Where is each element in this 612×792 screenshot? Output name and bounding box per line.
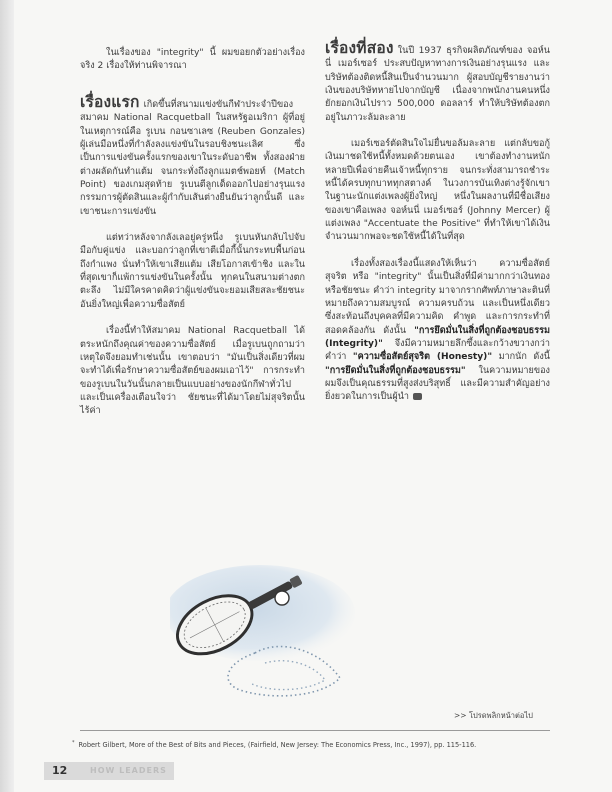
honesty-definition: "ความซื่อสัตย์สุจริต (Honesty)" xyxy=(352,352,493,363)
integrity-definition: "การยึดมั่นในสิ่งที่ถูกต้องชอบธรรม (Integrity)" xyxy=(325,325,550,349)
footnote: * Robert Gilbert, More of the Best of Bits and Pieces, (Fairfield, New Jersey: The Economics Press, Inc., 1997), pp. 115-116. xyxy=(72,740,477,750)
story1-heading: เรื่องแรก xyxy=(80,93,140,111)
story2-paragraph-3: เรื่องทั้งสองเรื่องนี้แสดงให้เห็นว่า ความซื่อสัตย์สุจริต หรือ "integrity" นั้นเป็นสิ่งที่มีค่ามากกว่าเงินทองหรือชัยชนะ คำว่า integrity มาจากรากศัพท์ภาษาละตินที่หมายถึงความสมบูรณ์ ความครบถ้วน และเป็นหนึ่งเดียว ซึ่งสะท้อนถึงบุคคลที่มีความคิด คำพูด และการกระทำที่สอดคล้องกัน ดังนั้น "การยึดมั่นในสิ่งที่ถูกต้องชอบธรรม (Integrity)" จึงมีความหมายลึกซึ้งและกว้างขวางกว่าคำว่า "ความซื่อสัตย์สุจริต (Honesty)" มากนัก ดังนี้ "การยึดมั่นในสิ่งที่ถูกต้องชอบธรรม" ในความหมายของผมจึงเป็นคุณธรรมที่สูงส่งบริสุทธิ์ และมีความสำคัญอย่างยิ่งยวดในการเป็นผู้นำ xyxy=(325,258,550,403)
story2-paragraph-2: เมอร์เซอร์ตัดสินใจไม่ยื่นขอล้มละลาย แต่กลับขอกู้เงินมาชดใช้หนี้ทั้งหมดด้วยตนเอง เขาต้องทำงานหนักหลายปีเพื่อจ่ายคืนเจ้าหนี้ทุกราย จนกระทั่งสามารถชำระหนี้ได้ครบทุกบาททุกสตางค์ ในวงการบันเทิงต่างรู้จักเขาในฐานะนักแต่งเพลงผู้ยิ่งใหญ่ หนึ่งในผลงานที่มีชื่อเสียงของเขาคือเพลง จอห์นนี่ เมอร์เซอร์ (Johnny Mercer) ผู้แต่งเพลง "Accentuate the Positive" ที่ทำให้เขาได้เงินจำนวนมากพอจะชดใช้หนี้ได้ในที่สุด xyxy=(325,139,550,243)
continue-note: >> โปรดพลิกหน้าต่อไป xyxy=(454,711,533,720)
book-tag: HOW LEADERS xyxy=(90,766,167,775)
footnote-divider xyxy=(80,730,550,731)
integrity-definition-2: "การยึดมั่นในสิ่งที่ถูกต้องชอบธรรม" xyxy=(325,365,466,376)
left-column xyxy=(80,93,305,419)
right-column xyxy=(325,39,550,405)
story1-paragraph-3: เรื่องนี้ทำให้สมาคม National Racquetball ได้ตระหนักถึงคุณค่าของความซื่อสัตย์ เมื่อรูเบนถูกถามว่าเหตุใดจึงยอมทำเช่นนั้น เขาตอบว่า "มันเป็นสิ่งเดียวที่ผมจะทำได้เพื่อรักษาความซื่อสัตย์ของผมเอาไว้" การกระทำของรูเบนในวันนั้นกลายเป็นแบบอย่างของนักกีฬาทั่วไป และเป็นเครื่องเตือนใจว่า ชัยชนะที่ได้มาโดยไม่สุจริตนั้นไร้ค่า xyxy=(80,326,305,417)
footnote-marker: * xyxy=(72,740,75,746)
story1-paragraph-2: แต่ทว่าหลังจากลังเลอยู่ครู่หนึ่ง รูเบนหันกลับไปจับมือกับคู่แข่ง และบอกว่าลูกที่เขาตีเมื่อกี้นั้นกระทบพื้นก่อนถึงกำแพง นั่นทำให้เขาเสียแต้ม เสียโอกาสเข้าชิง และในที่สุดเขาก็แพ้การแข่งขันในครั้งนั้น ทุกคนในสนามต่างตกตะลึง ไม่มีใครคาดคิดว่าผู้แข่งขันจะยอมเสียสละชัยชนะอันยิ่งใหญ่เพื่อความซื่อสัตย์ xyxy=(80,233,305,310)
intro-paragraph: ในเรื่องของ "integrity" นี้ ผมขอยกตัวอย่างเรื่องจริง 2 เรื่องให้ท่านพิจารณา xyxy=(80,48,305,72)
scan-shadow xyxy=(0,0,14,792)
end-mark-icon xyxy=(413,393,422,400)
story1-paragraph-1: เรื่องแรก เกิดขึ้นที่สนามแข่งขันกีฬาประจำปีของสมาคม National Racquetball ในสหรัฐอเมริกา ผู้ที่อยู่ในเหตุการณ์คือ รูเบน กอนซาเลซ (Reuben Gonzales) ผู้เล่นมือหนึ่งที่กำลังลงแข่งขันในรอบชิงชนะเลิศ ซึ่งเป็นการแข่งขันครั้งแรกของเขาในระดับอาชีพ ทั้งสองฝ่ายต่างผลัดกันทำแต้ม จนกระทั่งถึงลูกแมตช์พอยท์ (Match Point) ของเกมสุดท้าย รูเบนตีลูกเด็ดออกไปอย่างรุนแรง กรรมการผู้ตัดสินและผู้กำกับเส้นต่างยืนยันว่าลูกนั้นดี และเขาชนะการแข่งขัน xyxy=(80,93,305,217)
page-number: 12 xyxy=(52,764,68,777)
story2-paragraph-1: เรื่องที่สอง ในปี 1937 ธุรกิจผลิตภัณฑ์ของ จอห์นนี่ เมอร์เซอร์ ประสบปัญหาทางการเงินอย่างรุนแรง และบริษัทต้องติดหนี้สินเป็นจำนวนมาก ผู้สอบบัญชีรายงานว่าเงินของบริษัทหายไปจากบัญชี เนื่องจากพนักงานคนหนึ่งยักยอกเงินไปราว 500,000 ดอลลาร์ ทำให้บริษัทต้องตกอยู่ในภาวะล้มละลาย xyxy=(325,39,550,123)
ball-icon xyxy=(275,591,289,605)
story2-heading: เรื่องที่สอง xyxy=(325,39,394,57)
racquet-illustration xyxy=(170,558,370,708)
